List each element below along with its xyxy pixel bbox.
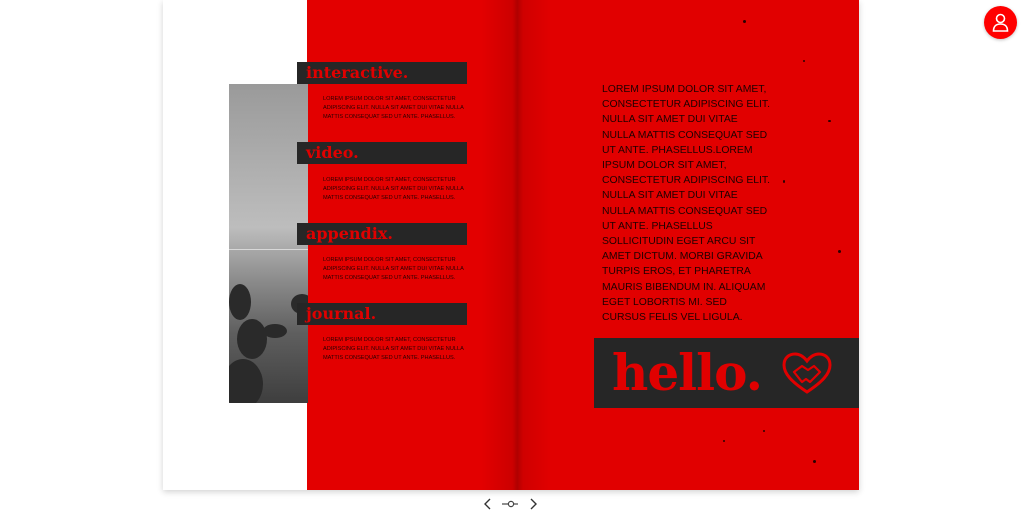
hello-heading: hello. (612, 343, 763, 402)
section-body-appendix: LOREM IPSUM DOLOR SIT AMET, CONSECTETUR ADIPISCING ELIT. NULLA SIT AMET DUI VITAE NULLA MATTIS CONSEQUAT SED UT ANTE. PHASELLUS. (323, 257, 464, 281)
photo-horizon (229, 249, 308, 250)
user-account-button[interactable] (984, 6, 1017, 39)
hello-banner (594, 338, 859, 408)
handshake-heart-icon (782, 352, 832, 394)
user-icon (992, 13, 1009, 32)
grunge-speck (803, 60, 805, 62)
page-slider-icon (501, 496, 519, 512)
grunge-speck (723, 440, 725, 442)
section-title-journal: journal. (297, 303, 467, 325)
chevron-left-icon (481, 496, 495, 512)
grunge-speck (813, 460, 816, 463)
section-body-journal: LOREM IPSUM DOLOR SIT AMET, CONSECTETUR ADIPISCING ELIT. NULLA SIT AMET DUI VITAE NULLA MATTIS CONSEQUAT SED UT ANTE. PHASELLUS. (323, 337, 464, 361)
flipbook-spread[interactable] (163, 0, 859, 490)
page-gutter-shadow (481, 0, 551, 490)
section-body-interactive: LOREM IPSUM DOLOR SIT AMET, CONSECTETUR ADIPISCING ELIT. NULLA SIT AMET DUI VITAE NULLA MATTIS CONSEQUAT SED UT ANTE. PHASELLUS. (323, 96, 464, 120)
grunge-speck (743, 20, 746, 23)
section-body-video: LOREM IPSUM DOLOR SIT AMET, CONSECTETUR ADIPISCING ELIT. NULLA SIT AMET DUI VITAE NULLA MATTIS CONSEQUAT SED UT ANTE. PHASELLUS. (323, 177, 464, 201)
chevron-right-icon (526, 496, 540, 512)
grunge-speck (763, 430, 765, 432)
previous-page-button[interactable] (481, 496, 495, 512)
photo-rock (229, 284, 251, 320)
photo-rock (263, 324, 287, 338)
grunge-speck (783, 180, 785, 183)
next-page-button[interactable] (526, 496, 540, 512)
grunge-speck (838, 250, 841, 253)
section-title-appendix: appendix. (297, 223, 467, 245)
page-slider-control[interactable] (501, 496, 519, 512)
right-page-paragraph: LOREM IPSUM DOLOR SIT AMET, CONSECTETUR ADIPISCING ELIT. NULLA SIT AMET DUI VITAE NULLA MATTIS CONSEQUAT SED UT ANTE. PHASELLUS.LOREM IPSUM DOLOR SIT AMET, CONSECTETUR ADIPISCING ELIT. NULLA SIT AMET DUI VITAE NULLA MATTIS CONSEQUAT SED UT ANTE. PHASELLUS SOLLICITUDIN EGET ARCU SIT AMET DICTUM. MORBI GRAVIDA TURPIS EROS, ET PHARETRA MAURIS BIBENDUM IN. ALIQUAM EGET LOBORTIS MI. SED CURSUS FELIS VEL LIGULA. (602, 84, 771, 324)
section-title-interactive: interactive. (297, 62, 467, 84)
grunge-speck (828, 120, 831, 122)
photo-rock (237, 319, 267, 359)
photo-rock (229, 359, 263, 403)
section-title-video: video. (297, 142, 467, 164)
